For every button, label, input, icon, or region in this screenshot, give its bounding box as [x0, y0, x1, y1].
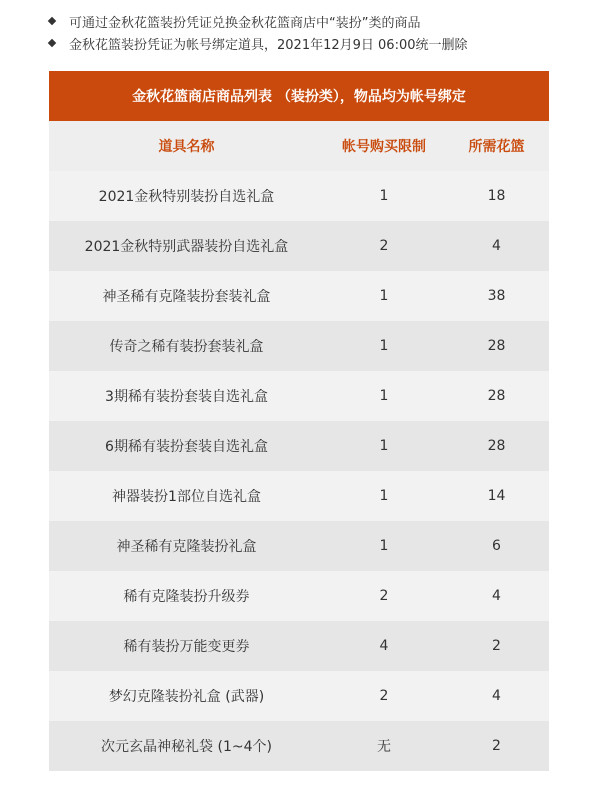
basket-cost-cell: 38	[487, 288, 506, 304]
table-body	[49, 171, 549, 771]
purchase-limit-cell: 2	[379, 588, 389, 604]
item-name-cell: 神器装扮1部位自选礼盒	[112, 489, 261, 505]
purchase-limit-cell: 1	[379, 188, 389, 204]
item-name-cell: 神圣稀有克隆装扮套装礼盒	[102, 289, 271, 305]
item-name-cell: 神圣稀有克隆装扮礼盒	[116, 539, 257, 555]
shop-item-table	[49, 71, 549, 771]
item-name-cell: 2021金秋特别武器装扮自选礼盒	[84, 239, 289, 255]
table-row	[49, 221, 549, 271]
basket-cost-cell: 18	[487, 188, 506, 204]
purchase-limit-cell: 1	[379, 438, 389, 454]
header-purchase-limit: 帐号购买限制	[342, 139, 426, 155]
item-name-cell: 3期稀有装扮套装自选礼盒	[105, 389, 268, 405]
basket-cost-cell: 4	[492, 688, 501, 704]
purchase-limit-cell: 2	[379, 688, 389, 704]
note-text: 金秋花篮装扮凭证为帐号绑定道具，2021年12月9日 06:00统一删除	[69, 37, 468, 53]
item-name-cell: 2021金秋特别装扮自选礼盒	[98, 189, 275, 205]
basket-cost-cell: 14	[487, 488, 506, 504]
purchase-limit-cell: 1	[379, 338, 389, 354]
note-text: 可通过金秋花篮装扮凭证兑换金秋花篮商店中“装扮”类的商品	[69, 15, 421, 31]
note-item	[45, 32, 585, 54]
item-name-cell: 6期稀有装扮套装自选礼盒	[105, 439, 268, 455]
table-row	[49, 521, 549, 571]
diamond-bullet-icon	[48, 39, 56, 47]
basket-cost-cell: 28	[487, 438, 506, 454]
purchase-limit-cell: 2	[379, 238, 389, 254]
purchase-limit-cell: 1	[379, 488, 389, 504]
table-row	[49, 471, 549, 521]
note-item	[45, 10, 585, 32]
diamond-bullet-icon	[48, 17, 56, 25]
basket-cost-cell: 6	[492, 538, 501, 554]
table-row	[49, 721, 549, 771]
purchase-limit-cell: 4	[379, 638, 389, 654]
table-header-row	[49, 121, 549, 171]
item-name-cell: 传奇之稀有装扮套装礼盒	[109, 339, 264, 355]
table-title: 金秋花篮商店商品列表 （装扮类），物品均为帐号绑定	[49, 71, 549, 121]
item-name-cell: 稀有装扮万能变更券	[123, 639, 250, 655]
table-row	[49, 171, 549, 221]
basket-cost-cell: 28	[487, 388, 506, 404]
header-item-name: 道具名称	[158, 139, 215, 155]
table-row	[49, 421, 549, 471]
item-name-cell: 梦幻克隆装扮礼盒 (武器)	[108, 689, 265, 705]
notes-list	[45, 10, 585, 54]
basket-cost-cell: 28	[487, 338, 506, 354]
purchase-limit-cell: 1	[379, 288, 389, 304]
basket-cost-cell: 2	[492, 738, 501, 754]
purchase-limit-cell: 无	[377, 739, 391, 755]
purchase-limit-cell: 1	[379, 538, 389, 554]
basket-cost-cell: 2	[492, 638, 501, 654]
basket-cost-cell: 4	[492, 588, 501, 604]
header-basket-cost: 所需花篮	[468, 139, 525, 155]
table-row	[49, 671, 549, 721]
item-name-cell: 稀有克隆装扮升级券	[123, 589, 250, 605]
item-name-cell: 次元玄晶神秘礼袋 (1~4个)	[101, 739, 272, 755]
table-row	[49, 371, 549, 421]
table-row	[49, 271, 549, 321]
table-row	[49, 571, 549, 621]
table-row	[49, 621, 549, 671]
basket-cost-cell: 4	[492, 238, 501, 254]
table-row	[49, 321, 549, 371]
purchase-limit-cell: 1	[379, 388, 389, 404]
